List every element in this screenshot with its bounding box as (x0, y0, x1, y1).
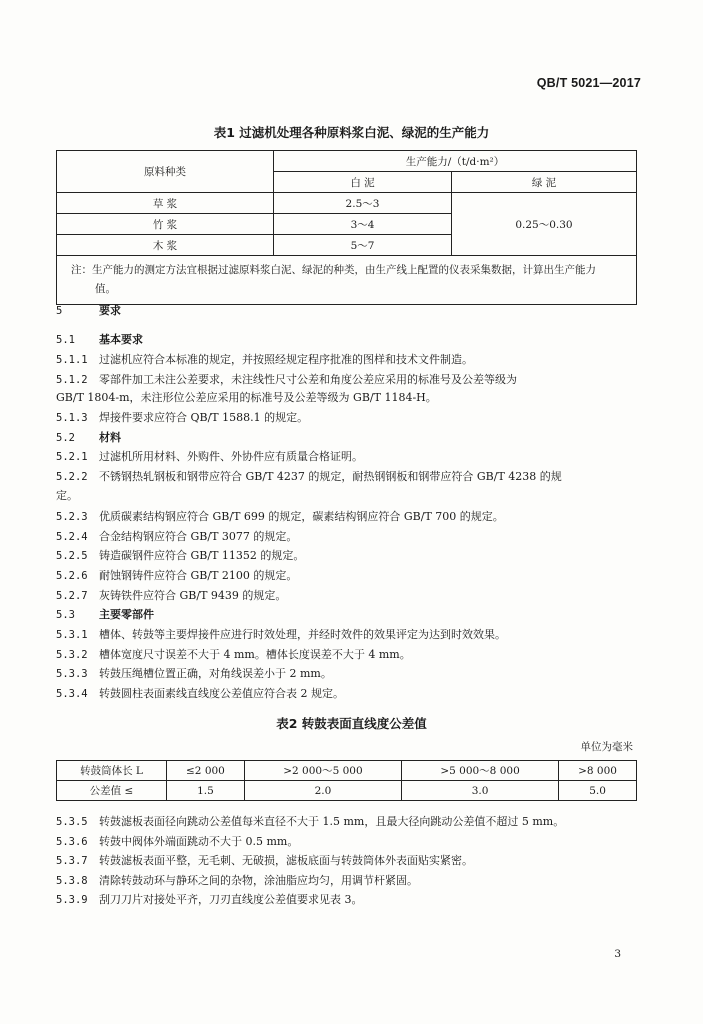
section-heading: 5 要求 (56, 304, 121, 317)
length-range-cell: >5 000～8 000 (401, 761, 558, 781)
clause: 5.3.2 槽体宽度尺寸误差不大于 4 mm。槽体长度误差不大于 4 mm。 (56, 648, 411, 661)
clause: 5.3.4 转鼓圆柱表面素线直线度公差值应符合表 2 规定。 (56, 687, 344, 700)
production-capacity-table (56, 150, 637, 305)
clause: 5.1.3 焊接件要求应符合 QB/T 1588.1 的规定。 (56, 411, 309, 424)
length-range-cell: >8 000 (559, 761, 637, 781)
material-cell: 草 浆 (57, 193, 274, 214)
clause: 5.2.6 耐蚀钢铸件应符合 GB/T 2100 的规定。 (56, 569, 298, 582)
col-header-green-mud: 绿 泥 (452, 172, 637, 193)
clause: 5.2.4 合金结构钢应符合 GB/T 3077 的规定。 (56, 530, 298, 543)
col-header-capacity: 生产能力/（t/d·m²） (274, 151, 637, 172)
clause: 5.2.7 灰铸铁件应符合 GB/T 9439 的规定。 (56, 589, 287, 602)
clause: 5.3.8 清除转鼓动环与静环之间的杂物，涂油脂应均匀，用调节杆紧固。 (56, 874, 418, 887)
white-mud-cell: 2.5～3 (274, 193, 452, 214)
note-line: 注：生产能力的测定方法宜根据过滤原料浆白泥、绿泥的种类，由生产线上配置的仪表采集数据，计算出生产能力 (71, 264, 596, 276)
table1-note (57, 256, 637, 305)
white-mud-cell: 5～7 (274, 235, 452, 256)
clause: 5.1.2 零部件加工未注公差要求，未注线性尺寸公差和角度公差应采用的标准号及公差等级为 (56, 373, 517, 386)
length-range-cell: >2 000～5 000 (244, 761, 401, 781)
tolerance-cell: 3.0 (401, 781, 558, 801)
table-row (57, 193, 637, 214)
clause: 5.2.2 不锈钢热轧钢板和钢带应符合 GB/T 4237 的规定，耐热钢钢板和钢带应符合 GB/T 4238 的规 (56, 470, 562, 483)
clause: 5.1.1 过滤机应符合本标准的规定，并按照经规定程序批准的图样和技术文件制造。 (56, 353, 473, 366)
row-label-length: 转鼓筒体长 L (57, 761, 167, 781)
table-row (57, 781, 637, 801)
standard-code: QB/T 5021—2017 (536, 76, 641, 90)
section-heading: 5.1 基本要求 (56, 333, 143, 346)
table1-caption: 表1 过滤机处理各种原料浆白泥、绿泥的生产能力 (213, 125, 490, 140)
col-header-material: 原料种类 (57, 151, 274, 193)
straightness-tolerance-table (56, 760, 637, 801)
green-mud-cell: 0.25～0.30 (452, 193, 637, 256)
material-cell: 竹 浆 (57, 214, 274, 235)
clause-continuation: 定。 (56, 489, 78, 502)
length-range-cell: ≤2 000 (167, 761, 245, 781)
table2-caption: 表2 转鼓表面直线度公差值 (276, 716, 427, 731)
clause: 5.3.1 槽体、转鼓等主要焊接件应进行时效处理，并经时效件的效果评定为达到时效效果。 (56, 628, 506, 641)
note-line: 值。 (95, 283, 116, 295)
tolerance-cell: 1.5 (167, 781, 245, 801)
col-header-white-mud: 白 泥 (274, 172, 452, 193)
clause: 5.3.7 转鼓滤板表面平整，无毛刺、无破损，滤板底面与转鼓筒体外表面贴实紧密。 (56, 854, 473, 867)
clause: 5.3.6 转鼓中阀体外端面跳动不大于 0.5 mm。 (56, 835, 299, 848)
clause: 5.2.5 铸造碳钢件应符合 GB/T 11352 的规定。 (56, 549, 305, 562)
row-label-tolerance: 公差值 ≤ (57, 781, 167, 801)
clause: 5.2.1 过滤机所用材料、外购件、外协件应有质量合格证明。 (56, 450, 363, 463)
clause: 5.3.9 刮刀刀片对接处平齐，刀刃直线度公差值要求见表 3。 (56, 893, 363, 906)
clause-continuation: GB/T 1804-m，未注形位公差应采用的标准号及公差等级为 GB/T 1184-H。 (56, 391, 437, 404)
clause: 5.3.5 转鼓滤板表面径向跳动公差值每米直径不大于 1.5 mm，且最大径向跳动公差值不超过 5 mm。 (56, 815, 565, 828)
unit-label: 单位为毫米 (580, 741, 633, 753)
section-heading: 5.3 主要零部件 (56, 608, 154, 621)
clause: 5.3.3 转鼓压绳槽位置正确，对角线误差小于 2 mm。 (56, 667, 332, 680)
material-cell: 木 浆 (57, 235, 274, 256)
table-row (57, 761, 637, 781)
section-heading: 5.2 材料 (56, 431, 121, 444)
tolerance-cell: 5.0 (559, 781, 637, 801)
clause: 5.2.3 优质碳素结构钢应符合 GB/T 699 的规定，碳素结构钢应符合 GB/T 700 的规定。 (56, 510, 504, 523)
white-mud-cell: 3～4 (274, 214, 452, 235)
tolerance-cell: 2.0 (244, 781, 401, 801)
page-number: 3 (614, 948, 621, 960)
